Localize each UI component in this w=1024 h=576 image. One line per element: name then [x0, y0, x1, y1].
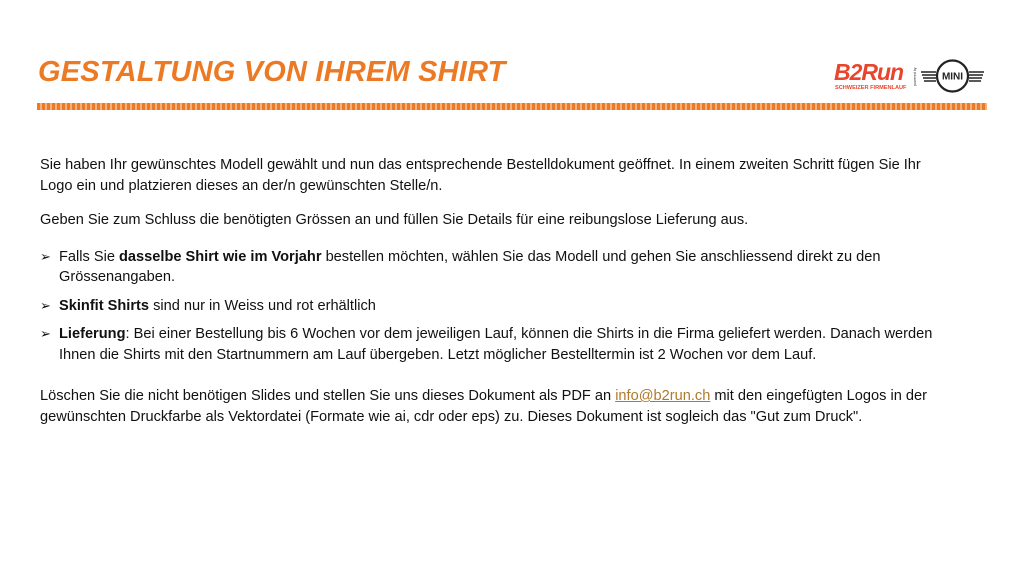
bullet-text: bestellen möchten, wählen Sie das Modell und gehen Sie anschliessend direkt zu den Grössenangaben. [59, 248, 881, 285]
main-content [40, 155, 940, 427]
list-item [40, 324, 940, 365]
arrow-bullet-icon: ➢ [40, 248, 51, 264]
bullet-text: : Bei einer Bestellung bis 6 Wochen vor dem jeweiligen Lauf, können die Shirts in die Firma geliefert werden. Danach werden Ihnen die Shirts mit den Startnummern am Lauf übergeben. Letzt möglicher Bestelltermin ist 2 Wochen vor dem Lauf. [59, 326, 933, 363]
closing-text: Löschen Sie die nicht benötigen Slides und stellen Sie uns dieses Dokument als PDF an [40, 388, 616, 404]
mini-logo [921, 61, 984, 92]
closing-text: mit den eingefügten Logos in der gewünschten Druckfarbe als Vektordatei (Formate wie ai, cdr oder eps) zu. Dieses Dokument ist sogleich das "Gut zum Druck". [40, 388, 927, 425]
list-item [40, 247, 940, 288]
bullet-bold: dasselbe Shirt wie im Vorjahr [119, 248, 322, 265]
email-link[interactable]: info@b2run.ch [615, 388, 711, 404]
arrow-bullet-icon: ➢ [40, 297, 51, 313]
bullet-text: Falls Sie [59, 248, 120, 265]
header-divider [37, 103, 987, 110]
bullet-text: sind nur in Weiss und rot erhältlich [149, 297, 376, 314]
intro-paragraph: Sie haben Ihr gewünschtes Modell gewählt und nun das entsprechende Bestelldokument geöffnet. In einem zweiten Schritt fügen Sie Ihr Logo ein und platzieren dieses an der/n gewünschten Stelle/n. [40, 157, 921, 194]
b2run-mini-logo [834, 58, 986, 94]
arrow-bullet-icon: ➢ [40, 326, 51, 341]
logo-partner: MINI [941, 71, 964, 83]
bullet-bold: Skinfit Shirts [59, 297, 150, 314]
info-list [40, 247, 940, 366]
logo-brand: B2Run [834, 59, 904, 85]
page-title: GESTALTUNG VON IHREM SHIRT [38, 56, 506, 88]
closing-paragraph [40, 386, 940, 427]
list-item [40, 296, 940, 317]
bullet-bold: Lieferung [59, 326, 126, 342]
logo-powered: powered by [913, 67, 917, 86]
logo-tagline: SCHWEIZER FIRMENLAUF [835, 85, 907, 91]
sizes-paragraph: Geben Sie zum Schluss die benötigten Grössen an und füllen Sie Details für eine reibungslose Lieferung aus. [40, 212, 749, 228]
